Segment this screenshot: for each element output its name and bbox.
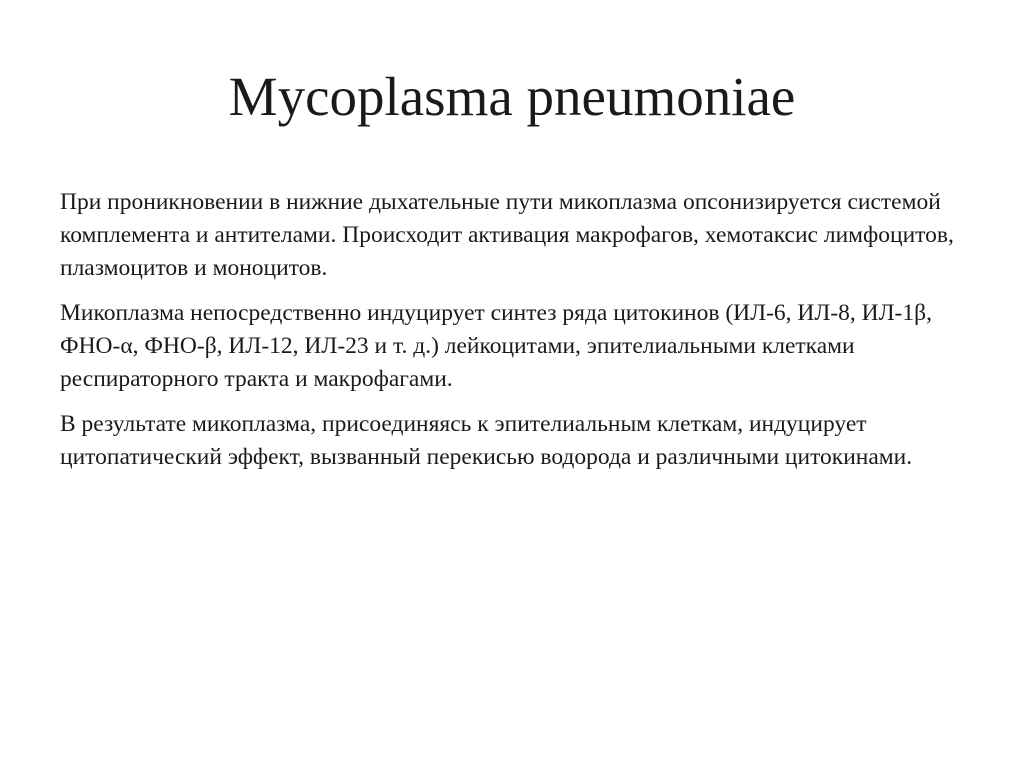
paragraph-cytokine-induction: Микоплазма непосредственно индуцирует синтез ряда цитокинов (ИЛ-6, ИЛ-8, ИЛ-1β, ФНО-α, ФНО-β, ИЛ-12, ИЛ-23 и т. д.) лейкоцитами, эпителиальными клетками респираторного тракта и макрофагами. — [60, 300, 932, 392]
paragraph-cytopathic-effect: В результате микоплазма, присоединяясь к эпителиальным клеткам, индуцирует цитопатический эффект, вызванный перекисью водорода и различными цитокинами. — [60, 411, 913, 470]
slide-title: Mycoplasma pneumoniae — [228, 66, 796, 127]
paragraph-opsonization: При проникновении в нижние дыхательные пути микоплазма опсонизируется системой комплемента и антителами. Происходит активация макрофагов, хемотаксис лимфоцитов, плазмоцитов и моноцитов. — [60, 189, 954, 281]
slide-body — [60, 186, 965, 486]
